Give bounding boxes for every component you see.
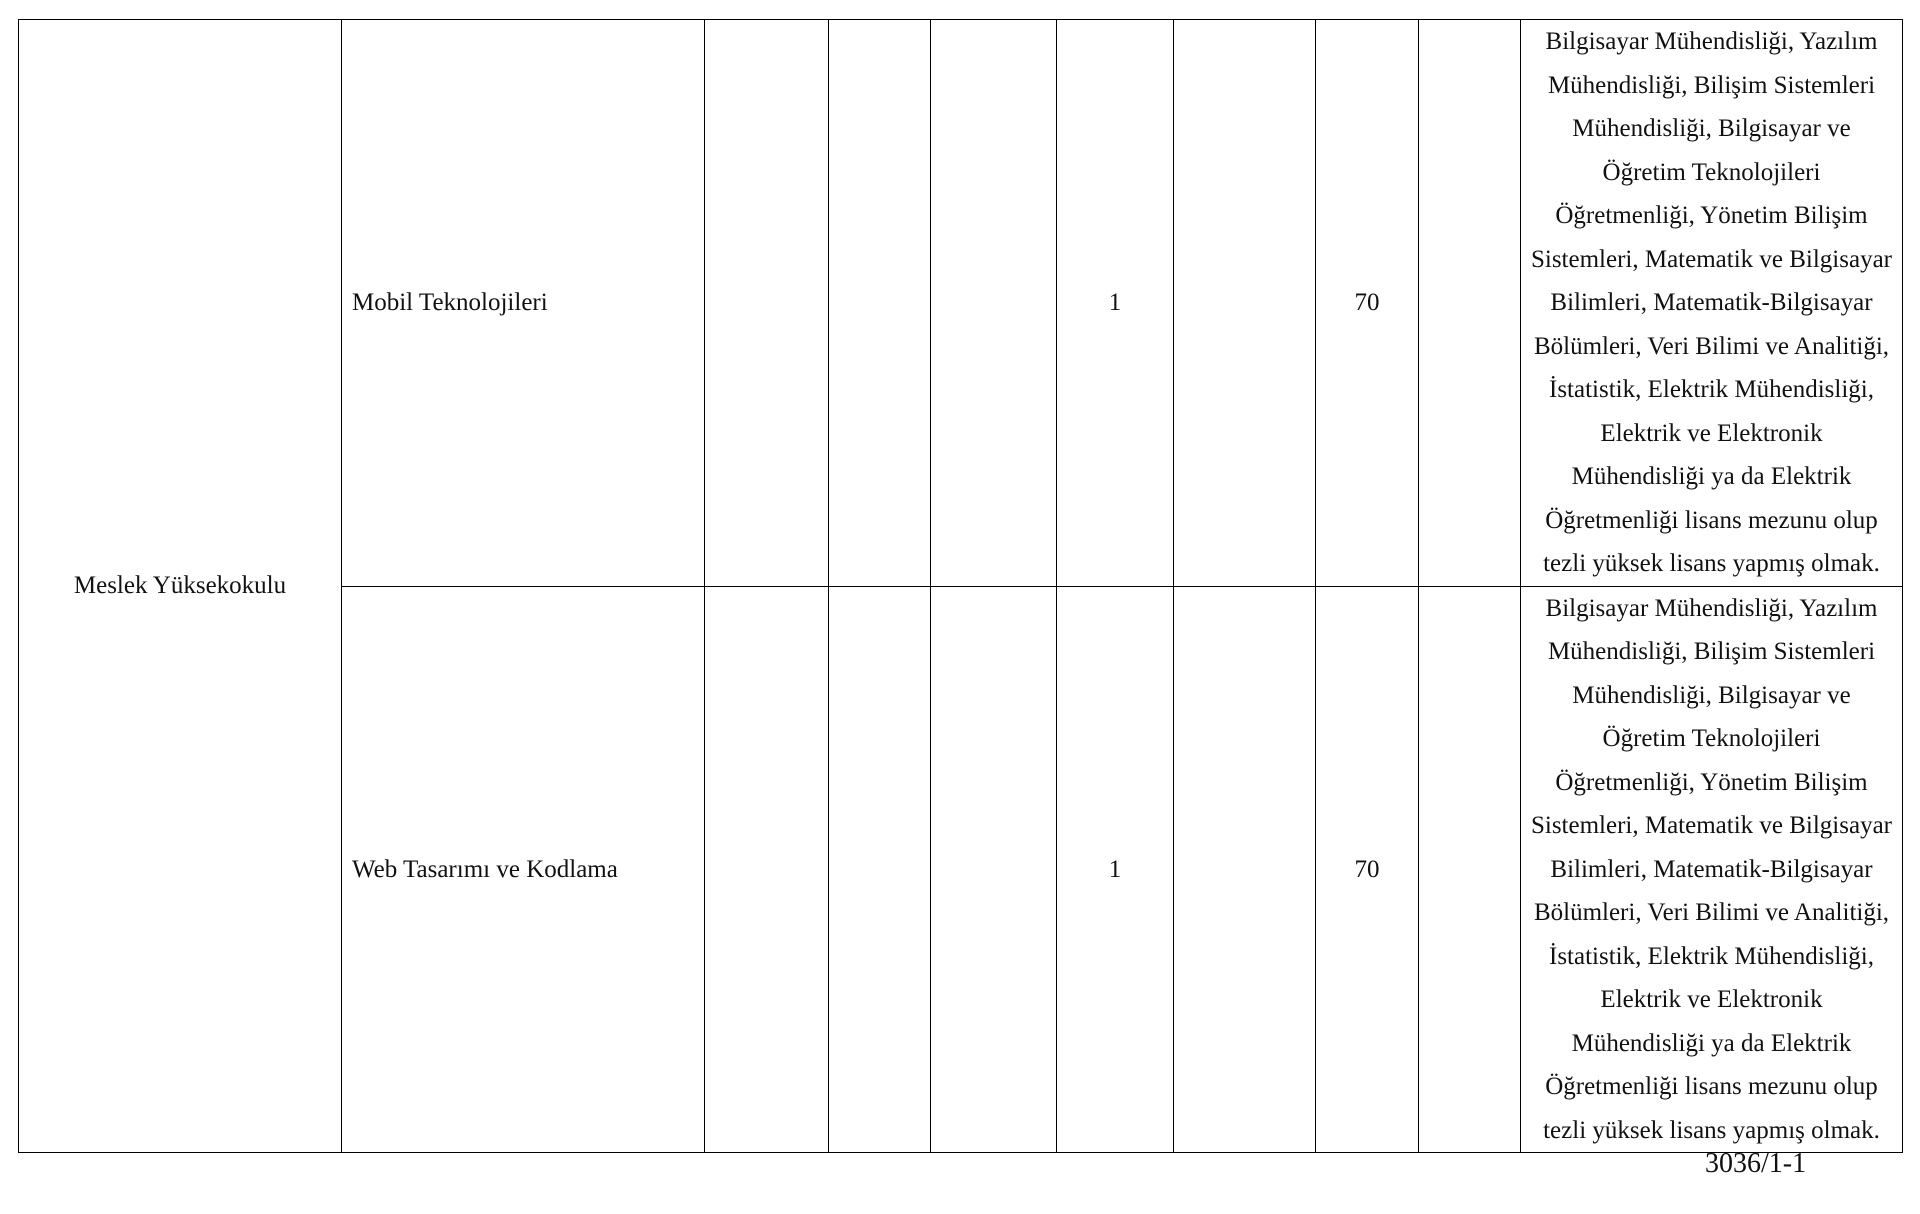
empty-cell: [705, 20, 829, 587]
empty-cell: [931, 20, 1057, 587]
requirement-line: tezli yüksek lisans yapmış olmak.: [1543, 550, 1880, 577]
score-value: 70: [1354, 289, 1380, 316]
page-number: 3036/1-1: [1705, 1148, 1807, 1179]
empty-cell: [705, 586, 829, 1153]
requirement-line: Öğretim Teknolojileri: [1602, 725, 1821, 752]
requirement-line: Sistemleri, Matematik ve Bilgisayar: [1530, 245, 1893, 273]
empty-cell: [1419, 20, 1521, 587]
program-name: Mobil Teknolojileri: [352, 289, 548, 316]
empty-cell: [829, 586, 931, 1153]
requirement-line: Öğretmenliği, Yönetim Bilişim: [1555, 202, 1868, 229]
program-cell: [342, 20, 705, 587]
faculty-cell: [19, 20, 342, 1153]
score-value: 70: [1354, 855, 1380, 883]
requirement-line: İstatistik, Elektrik Mühendisliği,: [1549, 376, 1874, 403]
program-cell: [342, 586, 705, 1153]
requirement-line: Mühendisliği, Bilişim Sistemleri: [1547, 71, 1876, 99]
requirement-line: Öğretmenliği, Yönetim Bilişim: [1555, 768, 1868, 796]
empty-cell: [931, 586, 1057, 1153]
requirement-line: Mühendisliği, Bilişim Sistemleri: [1547, 638, 1876, 665]
requirement-line: Mühendisliği, Bilgisayar ve: [1572, 681, 1851, 709]
quota-value: 1: [1108, 855, 1122, 883]
requirement-line: Sistemleri, Matematik ve Bilgisayar: [1530, 812, 1893, 839]
score-cell: [1316, 20, 1419, 587]
positions-table: [18, 19, 1903, 1153]
requirement-line: Bilimleri, Matematik-Bilgisayar: [1550, 289, 1873, 316]
score-cell: [1316, 586, 1419, 1153]
quota-value: 1: [1108, 289, 1122, 316]
faculty-name: Meslek Yüksekokulu: [73, 572, 287, 600]
requirement-line: Mühendisliği ya da Elektrik: [1571, 463, 1852, 490]
requirement-line: Bilimleri, Matematik-Bilgisayar: [1550, 855, 1873, 883]
requirement-line: Mühendisliği ya da Elektrik: [1571, 1029, 1852, 1057]
requirement-line: tezli yüksek lisans yapmış olmak.: [1543, 1116, 1880, 1144]
requirement-line: Öğretmenliği lisans mezunu olup: [1545, 1073, 1878, 1100]
requirement-line: Bilgisayar Mühendisliği, Yazılım: [1545, 28, 1878, 55]
requirement-line: Elektrik ve Elektronik: [1600, 419, 1823, 447]
requirement-line: Bölümleri, Veri Bilimi ve Analitiği,: [1533, 332, 1890, 360]
empty-cell: [1174, 586, 1316, 1153]
quota-cell: [1057, 20, 1174, 587]
empty-cell: [1174, 20, 1316, 587]
requirement-line: İstatistik, Elektrik Mühendisliği,: [1549, 942, 1874, 970]
requirements-cell: [1521, 586, 1903, 1153]
program-name: Web Tasarımı ve Kodlama: [352, 855, 618, 883]
requirement-line: Öğretim Teknolojileri: [1602, 158, 1821, 186]
quota-cell: [1057, 586, 1174, 1153]
requirement-line: Bilgisayar Mühendisliği, Yazılım: [1545, 594, 1878, 622]
requirement-line: Bölümleri, Veri Bilimi ve Analitiği,: [1533, 899, 1890, 926]
requirement-line: Öğretmenliği lisans mezunu olup: [1545, 506, 1878, 534]
empty-cell: [1419, 586, 1521, 1153]
requirements-cell: [1521, 20, 1903, 587]
requirement-line: Elektrik ve Elektronik: [1600, 986, 1823, 1013]
empty-cell: [829, 20, 931, 587]
table-row: [19, 20, 1903, 587]
requirement-line: Mühendisliği, Bilgisayar ve: [1572, 115, 1851, 142]
